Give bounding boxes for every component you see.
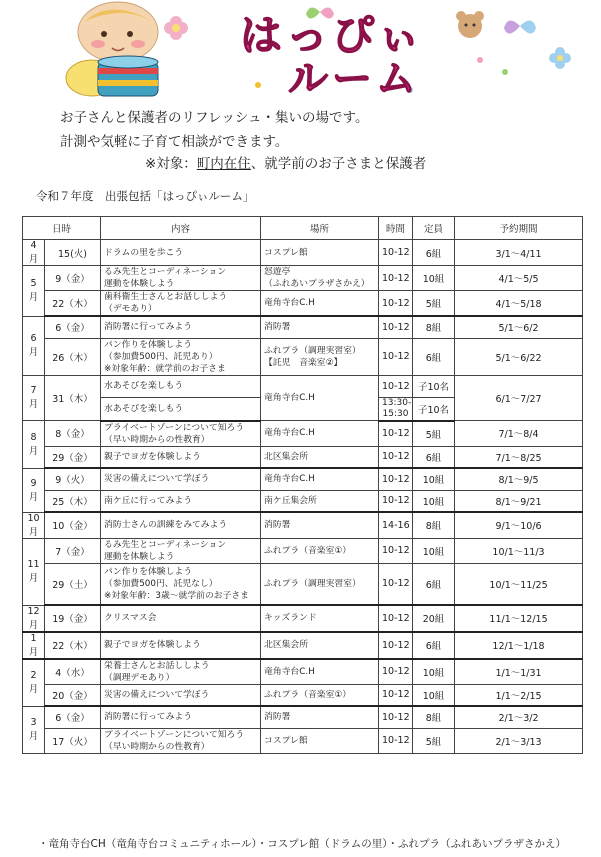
place-line: キッズランド [264, 613, 317, 624]
content-line: 災害の備えについて学ぼう [104, 689, 210, 700]
time-cell: 10-12 [379, 632, 413, 659]
target-prefix: ※対象： [145, 156, 197, 172]
month-cell: 10月 [23, 512, 45, 538]
capacity-cell: 10組 [413, 538, 455, 563]
content-line: （調理デモあり） [104, 672, 175, 683]
content-line: 消防署に行ってみよう [104, 712, 192, 723]
capacity-cell: 10組 [413, 490, 455, 512]
place-cell [261, 632, 379, 659]
time-cell: 10-12 [379, 684, 413, 706]
banner [0, 0, 601, 100]
content-cell [101, 468, 261, 490]
period-cell: 10/1～11/3 [455, 538, 583, 563]
place-line: （ふれあいプラザさかえ） [264, 279, 370, 289]
period-cell: 1/1～1/31 [455, 659, 583, 685]
time-cell: 10-12 [379, 728, 413, 753]
time-cell: 10-12 [379, 706, 413, 728]
content-line: パン作りを体験しよう [104, 339, 192, 350]
content-line: ドラムの里を歩こう [104, 247, 184, 258]
capacity-cell: 6組 [413, 563, 455, 605]
content-cell [101, 291, 261, 317]
place-line: ふれプラ（音楽室①） [264, 545, 352, 556]
date-cell: 22（木） [45, 632, 101, 659]
table-header-row [23, 217, 583, 240]
month-cell: 2月 [23, 659, 45, 707]
content-line: 水あそびを楽しもう [104, 381, 184, 391]
month-cell: 3月 [23, 706, 45, 753]
place-cell [261, 375, 379, 421]
period-cell: 1/1～2/15 [455, 684, 583, 706]
place-line: 竜角寺台C.H [264, 428, 315, 439]
content-cell [101, 538, 261, 563]
month-cell: 9月 [23, 468, 45, 512]
time-cell: 10-12 [379, 266, 413, 291]
capacity-cell: 5組 [413, 291, 455, 317]
table-row [23, 240, 583, 266]
place-cell [261, 490, 379, 512]
period-cell: 5/1～6/2 [455, 316, 583, 338]
content-line: 親子でヨガを体験しよう [104, 451, 201, 462]
content-line: ※対象年齢：就学前のお子さま [104, 363, 226, 374]
date-cell: 17（火） [45, 728, 101, 753]
capacity-cell: 8組 [413, 706, 455, 728]
content-line: パン作りを体験しよう [104, 566, 192, 577]
header-time: 時間 [379, 217, 413, 240]
content-line: 運動を体験しよう [104, 551, 175, 562]
content-cell [101, 316, 261, 338]
content-line: プライベートゾーンについて知ろう [104, 422, 245, 433]
table-row [23, 659, 583, 685]
capacity-cell: 8組 [413, 512, 455, 538]
content-cell [101, 338, 261, 375]
place-line: コスプレ館 [264, 735, 308, 746]
content-line: 水あそびを楽しもう [104, 403, 184, 414]
content-line: プライベートゾーンについて知ろう [104, 729, 245, 740]
content-line: （デモあり） [104, 304, 157, 314]
place-line: ふれプラ（調理実習室） [264, 578, 361, 589]
content-cell [101, 397, 261, 421]
baby-illustration [66, 2, 158, 96]
place-cell [261, 468, 379, 490]
capacity-cell: 5組 [413, 728, 455, 753]
table-row [23, 563, 583, 605]
date-cell: 4（水） [45, 659, 101, 685]
time-cell: 10-12 [379, 240, 413, 266]
date-cell: 29（金） [45, 446, 101, 468]
content-cell [101, 240, 261, 266]
schedule-table [22, 216, 583, 754]
title-line1: はっぴぃ [240, 11, 425, 60]
content-line: 栄養士さんとお話ししよう [104, 660, 210, 671]
content-cell [101, 684, 261, 706]
content-line: 歯科衛生士さんとお話ししよう [104, 292, 228, 302]
place-line: 竜角寺台C.H [264, 298, 315, 308]
place-cell [261, 316, 379, 338]
content-cell [101, 421, 261, 447]
schedule-caption: 令和７年度 出張包括「はっぴぃルーム」 [36, 189, 255, 203]
date-cell: 20（金） [45, 684, 101, 706]
table-row [23, 538, 583, 563]
date-cell: 29（土） [45, 563, 101, 605]
content-cell [101, 446, 261, 468]
date-cell: 10（金） [45, 512, 101, 538]
content-line: クリスマス会 [104, 613, 157, 624]
content-line: （早い時期からの性教育） [104, 434, 210, 445]
place-cell [261, 538, 379, 563]
capacity-cell: 6組 [413, 338, 455, 375]
place-cell [261, 684, 379, 706]
table-row [23, 728, 583, 753]
header-period: 予約期間 [455, 217, 583, 240]
table-row [23, 266, 583, 291]
table-row [23, 468, 583, 490]
table-row [23, 684, 583, 706]
place-line: 竜角寺台C.H [264, 392, 315, 403]
period-cell: 4/1～5/18 [455, 291, 583, 317]
period-cell: 8/1～9/5 [455, 468, 583, 490]
time-cell: 14-16 [379, 512, 413, 538]
title-line2: ルーム [288, 56, 420, 100]
capacity-cell: 10組 [413, 684, 455, 706]
content-line: （参加費500円、託児あり） [104, 351, 218, 362]
time-cell: 10-12 [379, 490, 413, 512]
time-cell: 10-12 [379, 659, 413, 685]
period-cell: 10/1～11/25 [455, 563, 583, 605]
period-cell: 2/1～3/13 [455, 728, 583, 753]
place-line: ふれプラ（調理実習室） [264, 345, 361, 356]
content-cell [101, 728, 261, 753]
capacity-cell: 子10名 [413, 375, 455, 397]
time-cell: 10-12 [379, 338, 413, 375]
month-cell: 5月 [23, 266, 45, 317]
period-cell: 11/1～12/15 [455, 605, 583, 632]
place-cell [261, 240, 379, 266]
period-cell: 9/1～10/6 [455, 512, 583, 538]
content-cell [101, 563, 261, 605]
content-cell [101, 706, 261, 728]
place-line: コスプレ館 [264, 247, 308, 258]
place-line: 南ケ丘集会所 [264, 495, 317, 506]
place-line: 消防署 [264, 712, 291, 723]
target-suffix: 、就学前のお子さまと保護者 [250, 156, 427, 172]
header-capacity: 定員 [413, 217, 455, 240]
place-cell [261, 446, 379, 468]
capacity-cell: 10組 [413, 266, 455, 291]
capacity-cell: 6組 [413, 446, 455, 468]
date-cell: 31（木） [45, 375, 101, 421]
month-cell: 1月 [23, 632, 45, 659]
capacity-cell: 20組 [413, 605, 455, 632]
period-cell: 12/1～1/18 [455, 632, 583, 659]
month-cell: 8月 [23, 421, 45, 469]
place-cell [261, 563, 379, 605]
place-line: ふれプラ（音楽室①） [264, 689, 352, 700]
capacity-cell: 8組 [413, 316, 455, 338]
table-row [23, 446, 583, 468]
content-cell [101, 632, 261, 659]
table-row [23, 338, 583, 375]
capacity-cell: 5組 [413, 421, 455, 447]
content-line: 災害の備えについて学ぼう [104, 474, 210, 485]
content-line: 親子でヨガを体験しよう [104, 640, 201, 650]
table-row [23, 605, 583, 632]
month-cell: 4月 [23, 240, 45, 266]
place-cell [261, 706, 379, 728]
time-cell: 10-12 [379, 605, 413, 632]
time-cell: 10-12 [379, 291, 413, 317]
place-line: 竜角寺台C.H [264, 666, 315, 677]
time-cell: 10-12 [379, 421, 413, 447]
content-line: （参加費500円、託児なし） [104, 578, 218, 589]
header-date: 日時 [23, 217, 101, 240]
header-content: 内容 [101, 217, 261, 240]
table-row [23, 291, 583, 317]
table-row [23, 490, 583, 512]
capacity-cell: 子10名 [413, 397, 455, 421]
table-row [23, 375, 583, 397]
place-line: 北区集会所 [264, 451, 309, 462]
time-cell: 10-12 [379, 468, 413, 490]
table-row [23, 421, 583, 447]
content-line: 消防士さんの訓練をみてみよう [104, 520, 228, 531]
date-cell: 7（金） [45, 538, 101, 563]
time-cell: 13:30-15:30 [379, 397, 413, 421]
date-cell: 15(火) [45, 240, 101, 266]
header-place: 場所 [261, 217, 379, 240]
month-cell: 12月 [23, 605, 45, 632]
place-line: 竜角寺台C.H [264, 474, 315, 485]
content-line: 運動を体験しよう [104, 279, 175, 289]
date-cell: 8（金） [45, 421, 101, 447]
period-cell: 4/1～5/5 [455, 266, 583, 291]
period-cell: 7/1～8/4 [455, 421, 583, 447]
intro-line1: お子さんと保護者のリフレッシュ・集いの場です。 [60, 110, 369, 126]
time-cell: 10-12 [379, 375, 413, 397]
table-row [23, 706, 583, 728]
content-cell [101, 605, 261, 632]
date-cell: 6（金） [45, 706, 101, 728]
place-line: 北区集会所 [264, 640, 309, 650]
table-row [23, 632, 583, 659]
place-cell [261, 266, 379, 291]
intro-line2: 計測や気軽に子育て相談ができます。 [60, 134, 289, 150]
date-cell: 9（金） [45, 266, 101, 291]
time-cell: 10-12 [379, 563, 413, 605]
table-row [23, 512, 583, 538]
time-cell: 10-12 [379, 316, 413, 338]
content-cell [101, 659, 261, 685]
date-cell: 9（火） [45, 468, 101, 490]
period-cell: 5/1～6/22 [455, 338, 583, 375]
date-cell: 25（木） [45, 490, 101, 512]
capacity-cell: 10組 [413, 659, 455, 685]
capacity-cell: 10組 [413, 468, 455, 490]
bear-icon [456, 11, 484, 38]
content-cell [101, 512, 261, 538]
content-line: 消防署に行ってみよう [104, 322, 192, 333]
date-cell: 6（金） [45, 316, 101, 338]
content-cell [101, 490, 261, 512]
place-line: 怒遊亭 [264, 267, 291, 277]
content-cell [101, 266, 261, 291]
capacity-cell: 6組 [413, 632, 455, 659]
table-body [23, 240, 583, 754]
place-cell [261, 512, 379, 538]
place-cell [261, 728, 379, 753]
time-cell: 10-12 [379, 538, 413, 563]
period-cell: 8/1～9/21 [455, 490, 583, 512]
content-cell [101, 375, 261, 397]
period-cell: 3/1～4/11 [455, 240, 583, 266]
place-cell [261, 291, 379, 317]
place-cell [261, 338, 379, 375]
content-line: るみ先生とコーディネーション [104, 267, 227, 277]
place-cell [261, 659, 379, 685]
month-cell: 11月 [23, 538, 45, 605]
date-cell: 22（木） [45, 291, 101, 317]
table-row [23, 316, 583, 338]
time-cell: 10-12 [379, 446, 413, 468]
place-cell [261, 605, 379, 632]
content-line: （早い時期からの性教育） [104, 741, 210, 752]
place-cell [261, 421, 379, 447]
place-line: 消防署 [264, 322, 291, 333]
period-cell: 6/1～7/27 [455, 375, 583, 421]
intro-target [145, 152, 426, 172]
place-line: 【託児 音楽室②】 [264, 357, 343, 368]
month-cell: 7月 [23, 375, 45, 421]
month-cell: 6月 [23, 316, 45, 375]
date-cell: 19（金） [45, 605, 101, 632]
date-cell: 26（木） [45, 338, 101, 375]
footer-note: ・竜角寺台CH（竜角寺台コミュニティホール）・コスプレ館（ドラムの里）・ふれプラ（ふれあいプラザさかえ） [38, 838, 566, 850]
period-cell: 2/1～3/2 [455, 706, 583, 728]
content-line: 南ケ丘に行ってみよう [104, 495, 192, 506]
capacity-cell: 6組 [413, 240, 455, 266]
content-line: るみ先生とコーディネーション [104, 539, 227, 550]
period-cell: 7/1～8/25 [455, 446, 583, 468]
content-line: ※対象年齢：3歳～就学前のお子さま [104, 590, 249, 601]
place-line: 消防署 [264, 520, 291, 531]
target-resident: 町内在住 [196, 156, 251, 172]
